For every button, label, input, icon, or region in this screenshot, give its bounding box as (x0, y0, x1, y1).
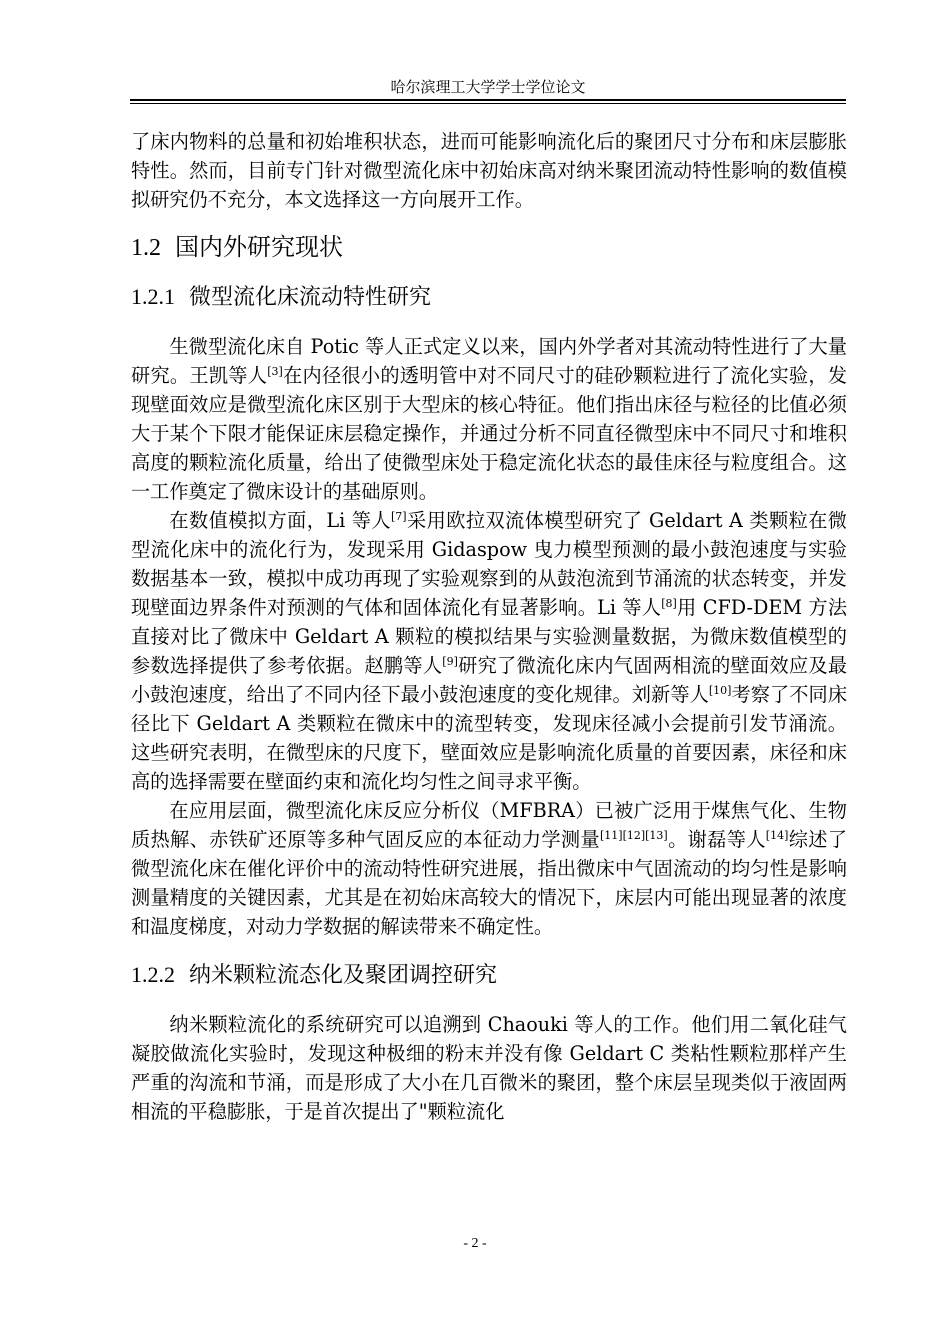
paragraph: 纳米颗粒流化的系统研究可以追溯到 Chaouki 等人的工作。他们用二氧化硅气凝胶做流化实验时，发现这种极细的粉末并没有像 Geldart C 类粘性颗粒那样产生严重的沟流和节涌，而是形成了大小在几百微米的聚团，整个床层呈现类似于液固两相流的平稳膨胀，于是首次提出了"颗粒流化 (131, 1013, 847, 1123)
header-rule-thin (130, 103, 846, 104)
paragraph (131, 796, 847, 941)
citation: [11][12][13] (599, 829, 668, 842)
paragraph-continued: 了床内物料的总量和初始堆积状态，进而可能影响流化后的聚团尺寸分布和床层膨胀特性。然而，目前专门针对微型流化床中初始床高对纳米聚团流动特性影响的数值模拟研究仍不充分，本文选择这一方向展开工作。 (131, 130, 847, 211)
text-run: 。谢磊等人 (667, 828, 766, 851)
page-number: - 2 - (463, 1236, 487, 1251)
text-run: 研究了微流化床内气固两相流的壁面效应及最小鼓泡速度，给出了不同内径下最小鼓泡速度的变化规律。刘新等人 (131, 654, 848, 706)
paragraph (131, 332, 847, 506)
subsection-title: 微型流化床流动特性研究 (189, 285, 432, 310)
section-number: 1.2 (131, 235, 161, 261)
text-run: 考察了不同床径比下 Geldart A 类颗粒在微床中的流型转变，发现床径减小会提前引发节涌流。这些研究表明，在微型床的尺度下，壁面效应是影响流化质量的首要因素，床径和床高的选择需要在壁面约束和流化均匀性之间寻求平衡。 (131, 683, 848, 793)
citation: [9] (442, 655, 458, 668)
text-run: 在应用层面，微型流化床反应分析仪（MFBRA）已被广泛用于煤焦气化、生物质热解、赤铁矿还原等多种气固反应的本征动力学测量 (131, 799, 847, 851)
subsection-heading (131, 283, 847, 312)
subsection-number: 1.2.1 (131, 284, 175, 309)
page-body (131, 127, 847, 1126)
text-run: 用 CFD-DEM 方法直接对比了微床中 Geldart A 颗粒的模拟结果与实验测量数据，为微床数值模型的参数选择提供了参考依据。赵鹏等人 (131, 596, 848, 677)
text-run: 在内径很小的透明管中对不同尺寸的硅砂颗粒进行了流化实验，发现壁面效应是微型流化床区别于大型床的核心特征。他们指出床径与粒径的比值必须大于某个下限才能保证床层稳定操作，并通过分析不同直径微型床中不同尺寸和堆积高度的颗粒流化质量，给出了使微型床处于稳定流化状态的最佳床径与粒度组合。这一工作奠定了微床设计的基础原则。 (131, 364, 848, 503)
subsection-title: 纳米颗粒流态化及聚团调控研究 (189, 963, 498, 988)
text-run: 综述了微型流化床在催化评价中的流动特性研究进展，指出微床中气固流动的均匀性是影响测量精度的关键因素，尤其是在初始床高较大的情况下，床层内可能出现显著的浓度和温度梯度，对动力学数据的解读带来不确定性。 (131, 828, 848, 938)
citation: [14] (765, 829, 789, 842)
text-run: 采用欧拉双流体模型研究了 Geldart A 类颗粒在微型流化床中的流化行为，发现采用 Gidaspow 曳力模型预测的最小鼓泡速度与实验数据基本一致，模拟中成功再现了实验观察到的从鼓泡流到节涌流的状态转变，并发现壁面边界条件对预测的气体和固体流化有显著影响。Li 等人 (131, 509, 847, 619)
text-run: 生微型流化床自 Potic 等人正式定义以来，国内外学者对其流动特性进行了大量研究。王凯等人 (131, 335, 847, 387)
section-title: 国内外研究现状 (175, 233, 343, 261)
citation: [10] (708, 684, 732, 697)
header-rule-thick (130, 99, 846, 101)
subsection-number: 1.2.2 (131, 962, 175, 987)
citation: [8] (661, 597, 677, 610)
paragraph (131, 506, 847, 796)
citation: [7] (391, 510, 407, 523)
citation: [3] (267, 365, 283, 378)
section-heading (131, 232, 847, 263)
page-header: 哈尔滨理工大学学士学位论文 (390, 78, 586, 96)
text-run: 在数值模拟方面，Li 等人 (169, 509, 391, 532)
subsection-heading (131, 961, 847, 990)
